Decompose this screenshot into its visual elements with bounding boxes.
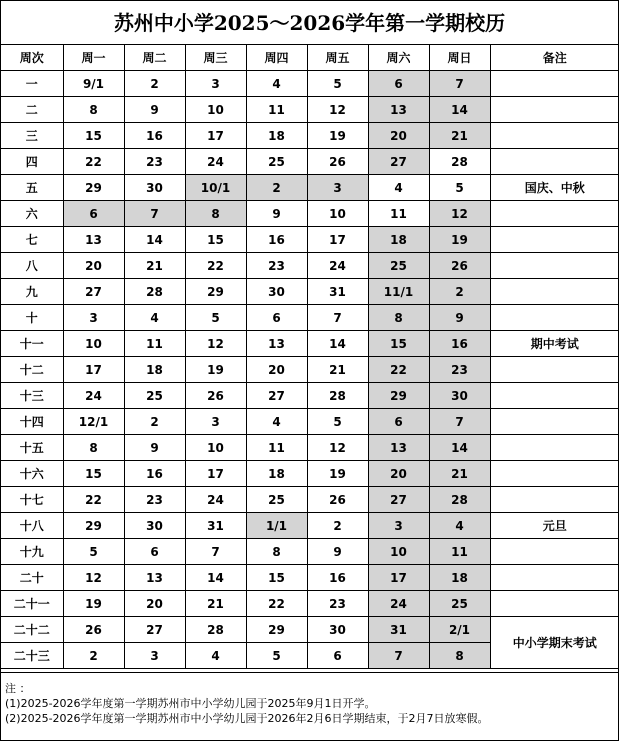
day-cell: 12 bbox=[307, 97, 368, 123]
calendar-table bbox=[1, 45, 619, 669]
day-cell: 13 bbox=[124, 565, 185, 591]
day-cell: 19 bbox=[429, 227, 490, 253]
day-cell: 26 bbox=[429, 253, 490, 279]
day-cell: 7 bbox=[368, 643, 429, 669]
day-cell: 21 bbox=[185, 591, 246, 617]
day-cell: 27 bbox=[368, 149, 429, 175]
day-cell: 12/1 bbox=[63, 409, 124, 435]
day-cell: 13 bbox=[368, 435, 429, 461]
day-cell: 3 bbox=[185, 71, 246, 97]
day-cell: 21 bbox=[124, 253, 185, 279]
week-number: 二十一 bbox=[1, 591, 63, 617]
header-row bbox=[1, 45, 619, 71]
table-row bbox=[1, 617, 619, 643]
table-row bbox=[1, 565, 619, 591]
day-cell: 7 bbox=[185, 539, 246, 565]
week-number: 六 bbox=[1, 201, 63, 227]
day-cell: 10 bbox=[307, 201, 368, 227]
day-cell: 25 bbox=[246, 149, 307, 175]
day-cell: 13 bbox=[368, 97, 429, 123]
remark-cell bbox=[490, 71, 619, 97]
day-cell: 25 bbox=[246, 487, 307, 513]
day-cell: 2 bbox=[124, 409, 185, 435]
day-cell: 20 bbox=[63, 253, 124, 279]
day-cell: 16 bbox=[124, 461, 185, 487]
day-cell: 2 bbox=[63, 643, 124, 669]
remark-cell bbox=[490, 383, 619, 409]
day-cell: 29 bbox=[63, 175, 124, 201]
day-cell: 15 bbox=[63, 461, 124, 487]
day-cell: 21 bbox=[307, 357, 368, 383]
day-cell: 15 bbox=[63, 123, 124, 149]
week-number: 十四 bbox=[1, 409, 63, 435]
day-cell: 4 bbox=[185, 643, 246, 669]
day-cell: 6 bbox=[307, 643, 368, 669]
day-cell: 30 bbox=[429, 383, 490, 409]
day-cell: 9/1 bbox=[63, 71, 124, 97]
day-cell: 22 bbox=[63, 487, 124, 513]
day-cell: 27 bbox=[246, 383, 307, 409]
day-cell: 12 bbox=[307, 435, 368, 461]
day-cell: 18 bbox=[429, 565, 490, 591]
day-cell: 8 bbox=[368, 305, 429, 331]
day-cell: 16 bbox=[246, 227, 307, 253]
week-number: 三 bbox=[1, 123, 63, 149]
day-cell: 8 bbox=[185, 201, 246, 227]
week-number: 七 bbox=[1, 227, 63, 253]
header-week: 周次 bbox=[1, 45, 63, 71]
day-cell: 28 bbox=[124, 279, 185, 305]
day-cell: 22 bbox=[185, 253, 246, 279]
day-cell: 10 bbox=[63, 331, 124, 357]
week-number: 十二 bbox=[1, 357, 63, 383]
day-cell: 31 bbox=[185, 513, 246, 539]
day-cell: 7 bbox=[124, 201, 185, 227]
week-number: 九 bbox=[1, 279, 63, 305]
day-cell: 25 bbox=[429, 591, 490, 617]
week-number: 十八 bbox=[1, 513, 63, 539]
day-cell: 18 bbox=[246, 461, 307, 487]
day-cell: 21 bbox=[429, 123, 490, 149]
day-cell: 23 bbox=[429, 357, 490, 383]
week-number: 四 bbox=[1, 149, 63, 175]
remark-cell bbox=[490, 461, 619, 487]
header-thu: 周四 bbox=[246, 45, 307, 71]
day-cell: 4 bbox=[124, 305, 185, 331]
day-cell: 22 bbox=[368, 357, 429, 383]
week-number: 五 bbox=[1, 175, 63, 201]
day-cell: 14 bbox=[124, 227, 185, 253]
day-cell: 3 bbox=[368, 513, 429, 539]
day-cell: 8 bbox=[63, 435, 124, 461]
day-cell: 16 bbox=[307, 565, 368, 591]
table-row bbox=[1, 123, 619, 149]
day-cell: 5 bbox=[185, 305, 246, 331]
table-row bbox=[1, 461, 619, 487]
day-cell: 23 bbox=[246, 253, 307, 279]
day-cell: 28 bbox=[307, 383, 368, 409]
day-cell: 10 bbox=[185, 97, 246, 123]
day-cell: 25 bbox=[124, 383, 185, 409]
day-cell: 3 bbox=[185, 409, 246, 435]
day-cell: 4 bbox=[429, 513, 490, 539]
day-cell: 9 bbox=[429, 305, 490, 331]
day-cell: 25 bbox=[368, 253, 429, 279]
day-cell: 23 bbox=[124, 149, 185, 175]
day-cell: 21 bbox=[429, 461, 490, 487]
week-number: 十七 bbox=[1, 487, 63, 513]
table-row bbox=[1, 513, 619, 539]
week-number: 二十 bbox=[1, 565, 63, 591]
day-cell: 30 bbox=[124, 175, 185, 201]
day-cell: 6 bbox=[246, 305, 307, 331]
table-row bbox=[1, 539, 619, 565]
day-cell: 17 bbox=[185, 461, 246, 487]
remark-cell bbox=[490, 435, 619, 461]
note-item: (1)2025-2026学年度第一学期苏州市中小学幼儿园于2025年9月1日开学。 bbox=[5, 697, 376, 710]
remark-cell bbox=[490, 227, 619, 253]
day-cell: 14 bbox=[185, 565, 246, 591]
header-sun: 周日 bbox=[429, 45, 490, 71]
remark-cell bbox=[490, 279, 619, 305]
day-cell: 29 bbox=[63, 513, 124, 539]
day-cell: 11 bbox=[246, 97, 307, 123]
day-cell: 19 bbox=[63, 591, 124, 617]
day-cell: 24 bbox=[185, 149, 246, 175]
day-cell: 5 bbox=[307, 409, 368, 435]
day-cell: 12 bbox=[429, 201, 490, 227]
day-cell: 27 bbox=[368, 487, 429, 513]
day-cell: 16 bbox=[124, 123, 185, 149]
day-cell: 14 bbox=[307, 331, 368, 357]
day-cell: 2 bbox=[124, 71, 185, 97]
day-cell: 9 bbox=[246, 201, 307, 227]
day-cell: 17 bbox=[63, 357, 124, 383]
day-cell: 1/1 bbox=[246, 513, 307, 539]
day-cell: 11/1 bbox=[368, 279, 429, 305]
day-cell: 20 bbox=[368, 461, 429, 487]
table-row bbox=[1, 305, 619, 331]
day-cell: 8 bbox=[63, 97, 124, 123]
day-cell: 15 bbox=[246, 565, 307, 591]
remark-cell: 期中考试 bbox=[490, 331, 619, 357]
remark-cell bbox=[490, 253, 619, 279]
day-cell: 29 bbox=[185, 279, 246, 305]
week-number: 八 bbox=[1, 253, 63, 279]
remark-cell bbox=[490, 357, 619, 383]
day-cell: 10 bbox=[185, 435, 246, 461]
day-cell: 24 bbox=[185, 487, 246, 513]
table-row bbox=[1, 71, 619, 97]
week-number: 二十三 bbox=[1, 643, 63, 669]
header-sat: 周六 bbox=[368, 45, 429, 71]
day-cell: 15 bbox=[368, 331, 429, 357]
day-cell: 13 bbox=[63, 227, 124, 253]
day-cell: 26 bbox=[185, 383, 246, 409]
week-number: 一 bbox=[1, 71, 63, 97]
day-cell: 9 bbox=[124, 97, 185, 123]
day-cell: 31 bbox=[307, 279, 368, 305]
day-cell: 31 bbox=[368, 617, 429, 643]
table-row bbox=[1, 149, 619, 175]
day-cell: 8 bbox=[246, 539, 307, 565]
remark-cell: 元旦 bbox=[490, 513, 619, 539]
day-cell: 20 bbox=[124, 591, 185, 617]
table-row bbox=[1, 591, 619, 617]
day-cell: 7 bbox=[307, 305, 368, 331]
header-remarks: 备注 bbox=[490, 45, 619, 71]
day-cell: 14 bbox=[429, 435, 490, 461]
table-row bbox=[1, 175, 619, 201]
remark-cell bbox=[490, 97, 619, 123]
table-row bbox=[1, 227, 619, 253]
day-cell: 20 bbox=[368, 123, 429, 149]
day-cell: 8 bbox=[429, 643, 490, 669]
day-cell: 5 bbox=[429, 175, 490, 201]
remark-cell bbox=[490, 409, 619, 435]
day-cell: 27 bbox=[63, 279, 124, 305]
header-fri: 周五 bbox=[307, 45, 368, 71]
day-cell: 4 bbox=[246, 71, 307, 97]
day-cell: 24 bbox=[368, 591, 429, 617]
day-cell: 26 bbox=[63, 617, 124, 643]
day-cell: 17 bbox=[185, 123, 246, 149]
day-cell: 2/1 bbox=[429, 617, 490, 643]
week-number: 十三 bbox=[1, 383, 63, 409]
day-cell: 18 bbox=[368, 227, 429, 253]
day-cell: 9 bbox=[124, 435, 185, 461]
remark-cell: 中小学期末考试 bbox=[490, 617, 619, 669]
day-cell: 28 bbox=[429, 149, 490, 175]
remark-cell bbox=[490, 539, 619, 565]
note-item: (2)2025-2026学年度第一学期苏州市中小学幼儿园于2026年2月6日学期结束，于2月7日放寒假。 bbox=[5, 712, 489, 725]
day-cell: 30 bbox=[307, 617, 368, 643]
table-row bbox=[1, 201, 619, 227]
remark-cell bbox=[490, 201, 619, 227]
table-row bbox=[1, 487, 619, 513]
table-row bbox=[1, 279, 619, 305]
day-cell: 13 bbox=[246, 331, 307, 357]
day-cell: 2 bbox=[307, 513, 368, 539]
table-row bbox=[1, 435, 619, 461]
calendar-body bbox=[1, 71, 619, 669]
day-cell: 11 bbox=[124, 331, 185, 357]
day-cell: 5 bbox=[246, 643, 307, 669]
remark-cell bbox=[490, 591, 619, 617]
notes-section bbox=[1, 672, 618, 740]
day-cell: 14 bbox=[429, 97, 490, 123]
remark-cell bbox=[490, 487, 619, 513]
week-number: 十九 bbox=[1, 539, 63, 565]
day-cell: 7 bbox=[429, 409, 490, 435]
day-cell: 23 bbox=[307, 591, 368, 617]
day-cell: 29 bbox=[246, 617, 307, 643]
day-cell: 23 bbox=[124, 487, 185, 513]
day-cell: 18 bbox=[124, 357, 185, 383]
day-cell: 18 bbox=[246, 123, 307, 149]
day-cell: 2 bbox=[246, 175, 307, 201]
day-cell: 22 bbox=[246, 591, 307, 617]
table-row bbox=[1, 409, 619, 435]
day-cell: 19 bbox=[307, 461, 368, 487]
day-cell: 22 bbox=[63, 149, 124, 175]
page-title: 苏州中小学2025～2026学年第一学期校历 bbox=[1, 1, 618, 45]
notes-label: 注 ： bbox=[5, 682, 31, 695]
table-row bbox=[1, 97, 619, 123]
day-cell: 3 bbox=[63, 305, 124, 331]
day-cell: 2 bbox=[429, 279, 490, 305]
header-wed: 周三 bbox=[185, 45, 246, 71]
remark-cell bbox=[490, 123, 619, 149]
day-cell: 20 bbox=[246, 357, 307, 383]
week-number: 二十二 bbox=[1, 617, 63, 643]
table-row bbox=[1, 357, 619, 383]
day-cell: 11 bbox=[246, 435, 307, 461]
remark-cell bbox=[490, 565, 619, 591]
day-cell: 9 bbox=[307, 539, 368, 565]
day-cell: 28 bbox=[185, 617, 246, 643]
week-number: 十五 bbox=[1, 435, 63, 461]
day-cell: 26 bbox=[307, 149, 368, 175]
day-cell: 4 bbox=[368, 175, 429, 201]
day-cell: 10 bbox=[368, 539, 429, 565]
day-cell: 3 bbox=[124, 643, 185, 669]
day-cell: 6 bbox=[63, 201, 124, 227]
day-cell: 28 bbox=[429, 487, 490, 513]
day-cell: 11 bbox=[368, 201, 429, 227]
day-cell: 12 bbox=[185, 331, 246, 357]
day-cell: 17 bbox=[307, 227, 368, 253]
day-cell: 3 bbox=[307, 175, 368, 201]
day-cell: 26 bbox=[307, 487, 368, 513]
week-number: 二 bbox=[1, 97, 63, 123]
day-cell: 5 bbox=[63, 539, 124, 565]
day-cell: 15 bbox=[185, 227, 246, 253]
remark-cell bbox=[490, 305, 619, 331]
day-cell: 19 bbox=[307, 123, 368, 149]
day-cell: 11 bbox=[429, 539, 490, 565]
day-cell: 27 bbox=[124, 617, 185, 643]
day-cell: 17 bbox=[368, 565, 429, 591]
header-mon: 周一 bbox=[63, 45, 124, 71]
day-cell: 24 bbox=[63, 383, 124, 409]
day-cell: 5 bbox=[307, 71, 368, 97]
remark-cell bbox=[490, 149, 619, 175]
day-cell: 6 bbox=[124, 539, 185, 565]
table-row bbox=[1, 331, 619, 357]
day-cell: 10/1 bbox=[185, 175, 246, 201]
day-cell: 30 bbox=[246, 279, 307, 305]
day-cell: 19 bbox=[185, 357, 246, 383]
header-tue: 周二 bbox=[124, 45, 185, 71]
remark-cell: 国庆、中秋 bbox=[490, 175, 619, 201]
table-row bbox=[1, 383, 619, 409]
day-cell: 6 bbox=[368, 409, 429, 435]
day-cell: 30 bbox=[124, 513, 185, 539]
week-number: 十六 bbox=[1, 461, 63, 487]
day-cell: 29 bbox=[368, 383, 429, 409]
table-row bbox=[1, 253, 619, 279]
week-number: 十 bbox=[1, 305, 63, 331]
day-cell: 6 bbox=[368, 71, 429, 97]
day-cell: 24 bbox=[307, 253, 368, 279]
week-number: 十一 bbox=[1, 331, 63, 357]
day-cell: 16 bbox=[429, 331, 490, 357]
day-cell: 4 bbox=[246, 409, 307, 435]
day-cell: 7 bbox=[429, 71, 490, 97]
day-cell: 12 bbox=[63, 565, 124, 591]
